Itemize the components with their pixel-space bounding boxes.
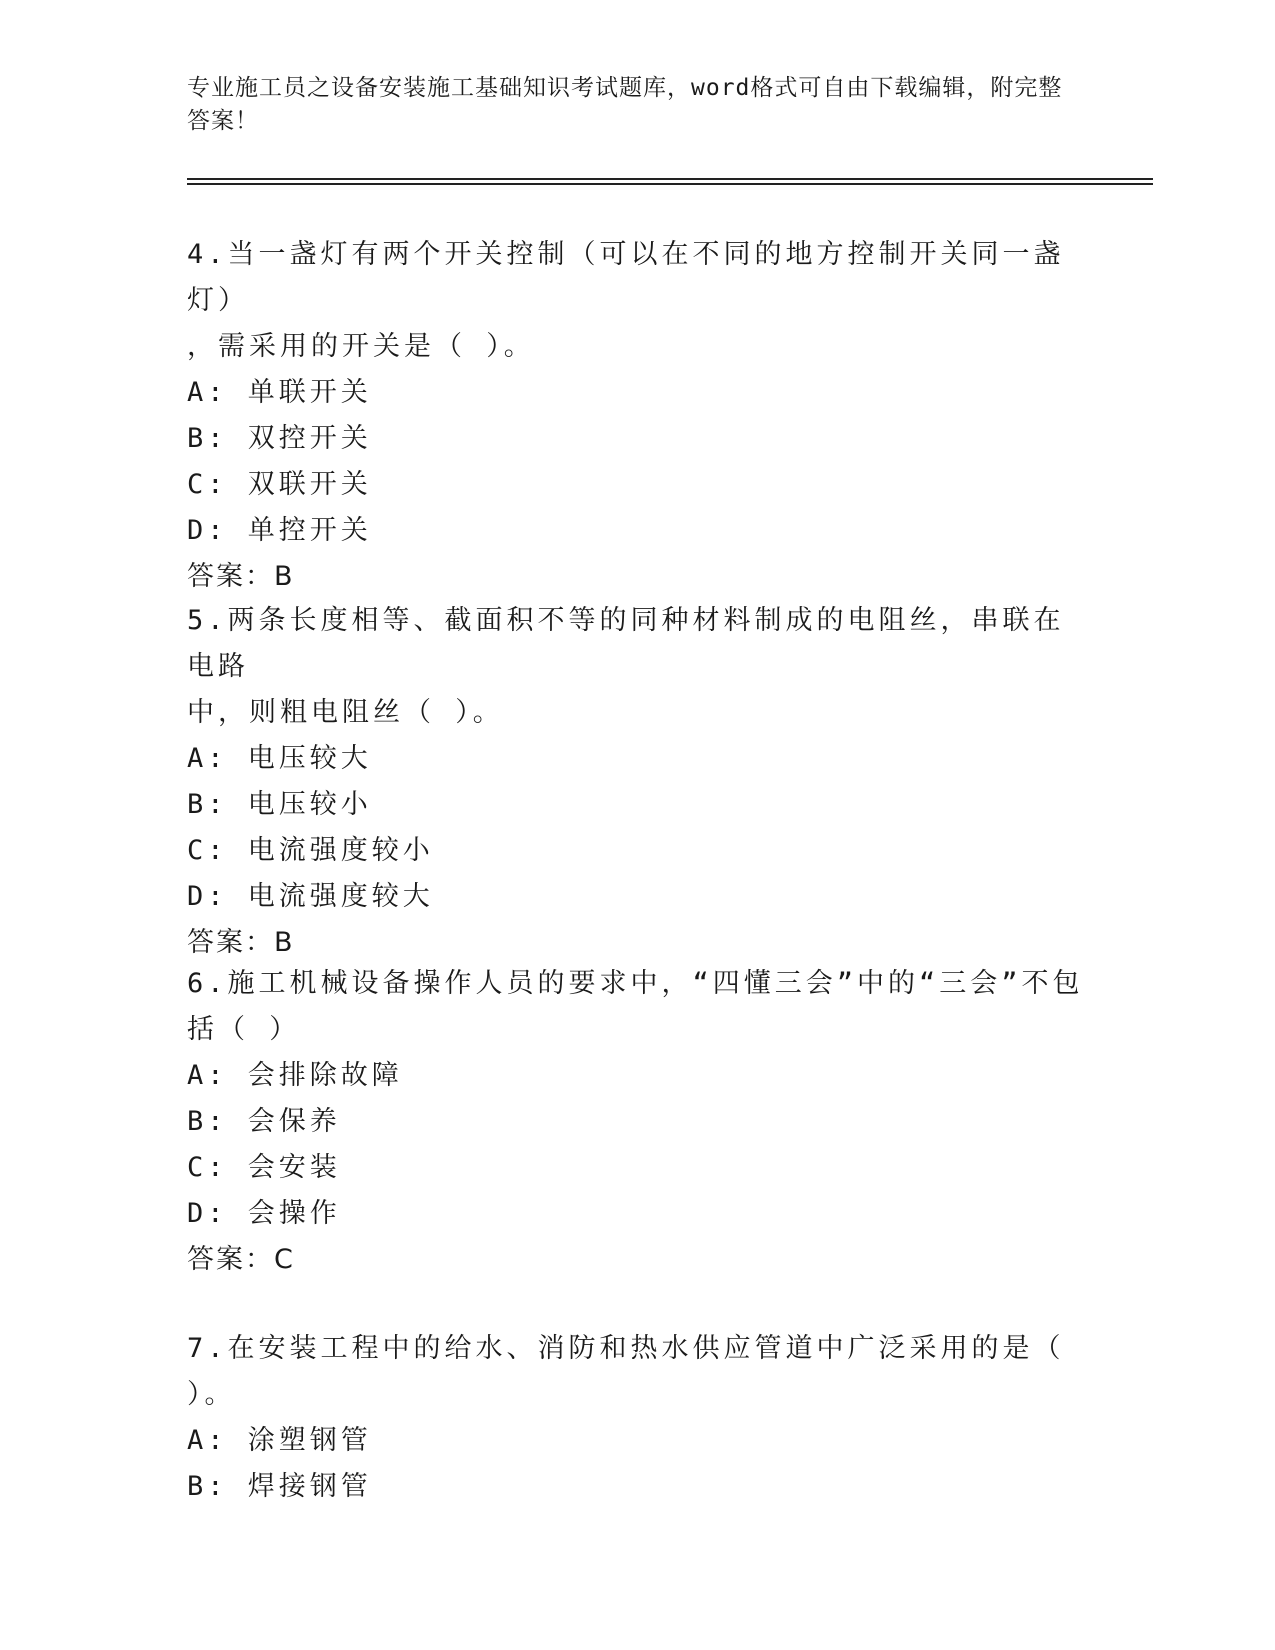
document-header: 专业施工员之设备安装施工基础知识考试题库，word格式可自由下载编辑，附完整答案！ [187, 75, 1063, 134]
option-a: A: 单联开关 [187, 377, 372, 408]
answer: 答案：B [187, 561, 295, 592]
question-stem: 7.在安装工程中的给水、消防和热水供应管道中广泛采用的是（ ）。 [187, 1333, 1085, 1410]
option-a: A: 会排除故障 [187, 1060, 403, 1091]
question-stem-continued: 括（ ） [187, 1014, 301, 1045]
option-d: D: 电流强度较大 [187, 881, 434, 912]
question-stem: 5.两条长度相等、截面积不等的同种材料制成的电阻丝，串联在电路 [187, 605, 1065, 682]
option-c: C: 双联开关 [187, 469, 372, 500]
option-a: A: 涂塑钢管 [187, 1425, 372, 1456]
question-stem-continued: 中，则粗电阻丝（ ）。 [187, 697, 504, 728]
answer: 答案：C [187, 1244, 295, 1275]
question-5 [187, 598, 1087, 966]
question-stem: 4.当一盏灯有两个开关控制（可以在不同的地方控制开关同一盏灯） [187, 239, 1065, 316]
question-6 [187, 961, 1087, 1283]
option-d: D: 单控开关 [187, 515, 372, 546]
answer: 答案：B [187, 927, 295, 958]
header-divider-top [187, 178, 1153, 180]
option-c: C: 电流强度较小 [187, 835, 434, 866]
header-divider-bottom [187, 183, 1153, 185]
question-4 [187, 232, 1087, 600]
option-b: B: 会保养 [187, 1106, 341, 1137]
option-a: A: 电压较大 [187, 743, 372, 774]
option-b: B: 焊接钢管 [187, 1471, 372, 1502]
question-7 [187, 1326, 1087, 1510]
option-d: D: 会操作 [187, 1198, 341, 1229]
question-stem-continued: ，需采用的开关是（ ）。 [187, 331, 535, 362]
option-b: B: 双控开关 [187, 423, 372, 454]
option-c: C: 会安装 [187, 1152, 341, 1183]
question-stem: 6.施工机械设备操作人员的要求中，“四懂三会”中的“三会”不包 [187, 968, 1084, 999]
option-b: B: 电压较小 [187, 789, 372, 820]
